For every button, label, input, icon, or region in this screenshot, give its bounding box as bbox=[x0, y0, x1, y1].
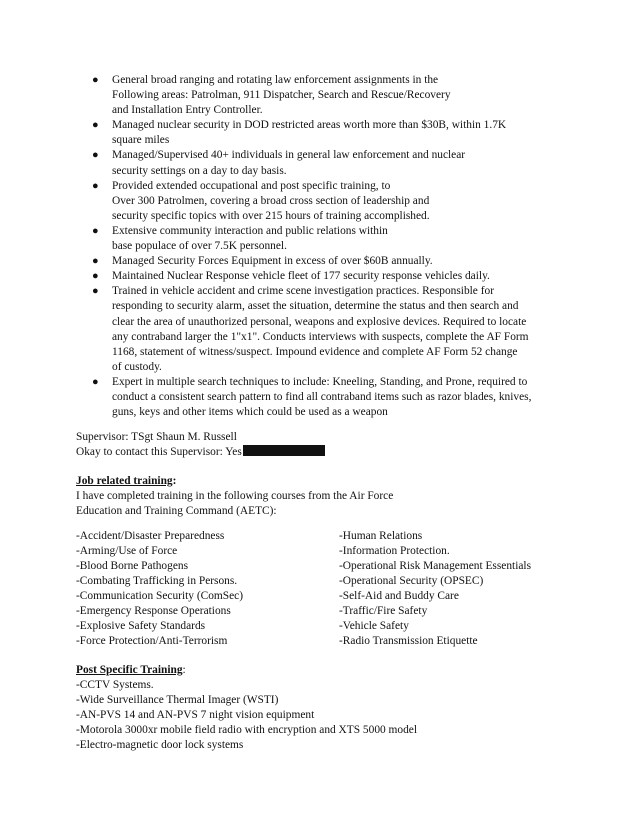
bullet-icon: ● bbox=[92, 119, 99, 132]
supervisor-contact: Okay to contact this Supervisor: Yes bbox=[76, 445, 325, 460]
course-item: -Explosive Safety Standards bbox=[76, 620, 206, 632]
job-training-heading: Job related training: bbox=[76, 475, 177, 487]
job-training-intro-2: Education and Training Command (AETC): bbox=[76, 505, 277, 517]
bullet-icon: ● bbox=[92, 285, 99, 298]
course-item: -Operational Security (OPSEC) bbox=[339, 575, 484, 587]
course-item: -Communication Security (ComSec) bbox=[76, 590, 244, 602]
course-item: -Blood Borne Pathogens bbox=[76, 560, 188, 572]
bullet-icon: ● bbox=[92, 179, 99, 192]
post-training-item: -AN-PVS 14 and AN-PVS 7 night vision equipment bbox=[76, 709, 315, 721]
post-training-item: -Electro-magnetic door lock systems bbox=[76, 739, 244, 751]
bullet-item: ● Managed nuclear security in DOD restricted areas worth more than $30B, within 1.7K square miles bbox=[92, 119, 507, 147]
bullet-icon: ● bbox=[92, 74, 99, 86]
supervisor-name: Supervisor: TSgt Shaun M. Russell bbox=[76, 431, 237, 443]
course-item: -Self-Aid and Buddy Care bbox=[339, 590, 459, 602]
bullet-icon: ● bbox=[92, 149, 99, 162]
bullet-icon: ● bbox=[92, 224, 99, 237]
course-item: -Emergency Response Operations bbox=[76, 605, 231, 617]
post-training-item: -CCTV Systems. bbox=[76, 679, 154, 691]
bullet-item: ● Maintained Nuclear Response vehicle fleet of 177 security response vehicles daily. bbox=[86, 269, 546, 284]
bullet-item: ● Trained in vehicle accident and crime scene investigation practices. Responsible for responding to security alarm, asset the situation, determine the status and then search and clear the area of unauthorized personal, weapons and explosive devices. Required to locate any contraband larger the 1"x1". Conducts interviews with suspects, complete the AF Form 1168, statement of witness/suspect. Impound evidence and complete AF Form 52 change of custody. bbox=[92, 285, 529, 373]
course-item: -Human Relations bbox=[339, 530, 423, 542]
bullet-item: ● Provided extended occupational and post specific training, to Over 300 Patrolmen, covering a broad cross section of leadership and security specific topics with over 215 hours of training accomplished. bbox=[92, 179, 430, 222]
bullet-item: ● Managed Security Forces Equipment in excess of over $60B annually. bbox=[86, 254, 546, 269]
bullet-item: ● General broad ranging and rotating law enforcement assignments in the Following areas: Patrolman, 911 Dispatcher, Search and Rescue/Recovery and Installation Entry Controller. bbox=[92, 74, 451, 117]
redaction-bar bbox=[243, 445, 325, 456]
bullet-item: ● Extensive community interaction and public relations within base populace of over 7.5K personnel. bbox=[92, 224, 388, 253]
course-item: -Traffic/Fire Safety bbox=[339, 605, 428, 617]
bullet-item: ● Expert in multiple search techniques to include: Kneeling, Standing, and Prone, required to conduct a consistent search pattern to find all contraband items such as razor blades, knives, guns, keys and other items which could be used as a weapon bbox=[92, 375, 532, 419]
course-item: -Arming/Use of Force bbox=[76, 545, 178, 557]
course-item: -Radio Transmission Etiquette bbox=[339, 635, 478, 647]
course-item: -Vehicle Safety bbox=[339, 620, 409, 632]
bullet-icon: ● bbox=[92, 270, 99, 283]
post-training-item: -Motorola 3000xr mobile field radio with encryption and XTS 5000 model bbox=[76, 724, 418, 736]
course-item: -Accident/Disaster Preparedness bbox=[76, 530, 225, 542]
bullet-icon: ● bbox=[92, 375, 99, 388]
post-training-heading: Post Specific Training: bbox=[76, 664, 186, 676]
course-item: -Combating Trafficking in Persons. bbox=[76, 575, 238, 587]
course-item: -Force Protection/Anti-Terrorism bbox=[76, 635, 228, 647]
bullet-icon: ● bbox=[92, 255, 99, 268]
course-item: -Information Protection. bbox=[339, 545, 450, 557]
post-training-item: -Wide Surveillance Thermal Imager (WSTI) bbox=[76, 694, 279, 706]
duties-bullet-list bbox=[86, 73, 546, 420]
bullet-item: ● Managed/Supervised 40+ individuals in general law enforcement and nuclear security settings on a day to day basis. bbox=[92, 149, 466, 177]
course-item: -Operational Risk Management Essentials bbox=[339, 560, 532, 572]
job-training-intro-1: I have completed training in the following courses from the Air Force bbox=[76, 490, 394, 502]
